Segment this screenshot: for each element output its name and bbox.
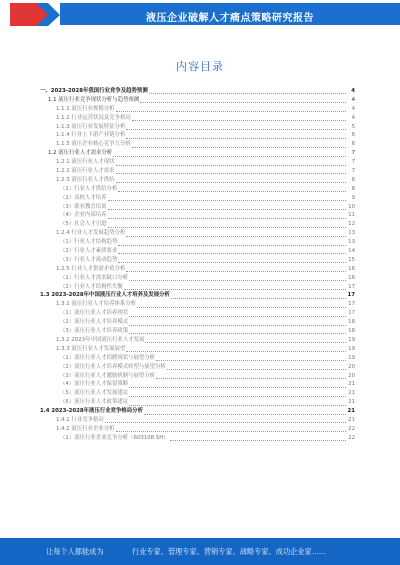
toc-entry[interactable] [40, 354, 355, 363]
toc-entry[interactable] [40, 203, 355, 212]
toc-entry[interactable] [40, 211, 355, 220]
toc-entry[interactable] [40, 185, 355, 194]
toc-entry-page: 4 [351, 96, 355, 103]
toc-dot-leader [126, 266, 346, 272]
toc-entry-page: 6 [351, 132, 355, 139]
toc-entry[interactable] [40, 283, 355, 292]
toc-dot-leader [118, 257, 346, 263]
toc-entry-page: 12 [348, 221, 355, 228]
toc-entry-page: 13 [348, 239, 355, 246]
footer-text: 让每个人都能成为 [46, 547, 104, 556]
toc-entry-text: （1）行业人才结构趋势 [60, 239, 118, 246]
toc-entry-text: 1.3.3 液压行业人才发展展望 [56, 345, 126, 352]
toc-entry[interactable] [40, 158, 355, 167]
toc-entry[interactable] [40, 265, 355, 274]
toc-dot-leader [170, 435, 346, 441]
toc-entry-page: 7 [351, 159, 355, 166]
toc-entry[interactable] [40, 318, 355, 327]
toc-entry-text: 1.1.5 液压企业核心竞争力分析 [56, 141, 131, 148]
toc-entry-page: 7 [351, 150, 355, 157]
toc-dot-leader [108, 213, 346, 219]
toc-dot-leader [126, 231, 346, 237]
toc-dot-leader [129, 275, 346, 281]
toc-dot-leader [116, 168, 346, 174]
toc-entry-page: 15 [348, 256, 355, 263]
toc-dot-leader [144, 409, 346, 415]
toc-entry-text: 1.3.1 液压行业人才培养体系分析 [56, 301, 137, 308]
toc-entry[interactable] [40, 291, 355, 300]
toc-entry-page: 8 [351, 176, 355, 183]
toc-entry[interactable] [40, 327, 355, 336]
toc-entry[interactable] [40, 194, 355, 203]
toc-entry-page: 10 [348, 203, 355, 210]
toc-entry[interactable] [40, 149, 355, 158]
toc-entry-page: 19 [348, 354, 355, 361]
toc-dot-leader [129, 328, 346, 334]
toc-dot-leader [113, 151, 346, 157]
toc-entry-text: （1）液压行业企业竞争分析（603108.SH） [60, 434, 169, 441]
toc-entry-page: 21 [348, 381, 355, 388]
toc-entry-page: 18 [348, 319, 355, 326]
toc-entry-page: 21 [348, 399, 355, 406]
toc-dot-leader [126, 346, 346, 352]
toc-dot-leader [116, 177, 346, 183]
toc-dot-leader [126, 124, 346, 130]
toc-dot-leader [124, 284, 346, 290]
toc-entry-page: 21 [347, 408, 355, 415]
toc-entry-page: 19 [348, 336, 355, 343]
page-header [0, 0, 400, 30]
report-title: 液压企业破解人才痛点策略研究报告 [146, 13, 314, 24]
toc-entry-text: （2）液压行业人才培养模式转型与展望分析 [60, 363, 166, 370]
toc-entry[interactable] [40, 336, 355, 345]
toc-entry-page: 5 [351, 123, 355, 130]
toc-dot-leader [156, 355, 346, 361]
toc-entry-page: 11 [348, 212, 355, 219]
toc-entry[interactable] [40, 398, 355, 407]
toc-dot-leader [149, 88, 346, 94]
toc-entry-text: 1.4 2023-2028年液压行业竞争格局分析 [40, 408, 143, 415]
toc-entry-text: 1.1.3 液压行业发展特征分析 [56, 123, 126, 130]
toc-entry[interactable] [40, 274, 355, 283]
toc-dot-leader [118, 248, 346, 254]
toc-dot-leader [129, 400, 346, 406]
toc-entry[interactable] [40, 131, 355, 140]
toc-entry-text: （3）行业人才流动趋势 [60, 256, 118, 263]
toc-dot-leader [105, 417, 346, 423]
toc-entry[interactable] [40, 87, 355, 96]
toc-dot-leader [137, 302, 346, 308]
toc-entry-text: （6）液压行业人才政策建议 [60, 399, 129, 406]
toc-entry-text: （2）液压行业人才培养模式 [60, 319, 129, 326]
toc-entry-text: （2）行业人才结构性失衡 [60, 283, 123, 290]
toc-dot-leader [129, 382, 346, 388]
toc-entry-page: 9 [351, 194, 355, 201]
toc-dot-leader [108, 204, 346, 210]
toc-entry[interactable] [40, 140, 355, 149]
toc-entry[interactable] [40, 256, 355, 265]
toc-entry-page: 6 [351, 141, 355, 148]
toc-entry-text: （2）高校人才培养 [60, 194, 107, 201]
toc-entry-text: 1.2.3 液压行业人才供给 [56, 176, 115, 183]
toc-dot-leader [132, 142, 346, 148]
toc-entry[interactable] [40, 229, 355, 238]
toc-entry-page: 4 [351, 88, 355, 94]
toc-entry-page: 4 [351, 105, 355, 112]
toc-entry-page: 16 [348, 265, 355, 272]
toc-entry-page: 17 [348, 310, 355, 317]
toc-entry-page: 20 [348, 363, 355, 370]
toc-dot-leader [132, 115, 346, 121]
toc-entry-page: 17 [348, 301, 355, 308]
toc-entry-text: 1.4.1 行业竞争格局 [56, 416, 104, 423]
toc-entry-page: 18 [348, 328, 355, 335]
toc-entry-text: 1.4.2 液压行业企业分析 [56, 425, 115, 432]
toc-entry[interactable] [40, 220, 355, 229]
toc-entry[interactable] [40, 105, 355, 114]
toc-entry-text: （3）液压行业人才激励机制与展望分析 [60, 372, 156, 379]
toc-entry[interactable] [40, 114, 355, 123]
toc-dot-leader [118, 240, 346, 246]
toc-entry-page: 19 [348, 345, 355, 352]
toc-dot-leader [171, 293, 346, 299]
toc-entry[interactable] [40, 434, 355, 443]
toc-entry-text: 1.1.1 液压行业规模分析 [56, 105, 115, 112]
toc-dot-leader [145, 337, 346, 343]
toc-entry[interactable] [40, 96, 355, 105]
toc-entry-text: （1）行业人才供给分析 [60, 185, 118, 192]
toc-entry-text: （2）行业人才素质要求 [60, 248, 118, 255]
toc-entry-page: 22 [348, 434, 355, 441]
toc-dot-leader [118, 186, 346, 192]
toc-entry[interactable] [40, 425, 355, 434]
toc-entry-page: 17 [347, 292, 355, 299]
toc-entry-page: 16 [348, 274, 355, 281]
toc-entry[interactable] [40, 309, 355, 318]
toc-title: 内容目录 [176, 60, 224, 73]
toc-dot-leader [108, 195, 346, 201]
header-band [60, 3, 400, 25]
toc-entry-text: （1）行业人才需求缺口分析 [60, 274, 129, 281]
toc-entry-page: 21 [348, 390, 355, 397]
toc-entry[interactable] [40, 407, 355, 416]
toc-dot-leader [116, 426, 346, 432]
toc-entry-page: 4 [351, 114, 355, 121]
toc-entry-text: （1）液压行业人才招聘现状与展望分析 [60, 354, 156, 361]
toc-entry-text: 1.2.4 行业人才发展趋势分析 [56, 230, 126, 237]
toc-entry-text: （4）企业内部培养 [60, 212, 107, 219]
header-logo-shape-icon [0, 0, 62, 30]
toc-entry-text: 1.1 液压行业竞争现状分析与趋势预测 [48, 96, 140, 103]
toc-dot-leader [129, 391, 346, 397]
toc-entry[interactable] [40, 247, 355, 256]
toc-entry[interactable] [40, 380, 355, 389]
toc-entry-text: （5）液压行业人才发展建议 [60, 390, 129, 397]
toc-entry-page: 21 [348, 416, 355, 423]
toc-entry[interactable] [40, 167, 355, 176]
toc-dot-leader [116, 106, 346, 112]
toc-entry-page: 7 [351, 168, 355, 175]
toc-entry-text: 1.1.4 行业上下游产业链分析 [56, 132, 126, 139]
toc-entry-text: 1.2.5 行业人才供需矛盾分析 [56, 265, 126, 272]
toc-entry[interactable] [40, 372, 355, 381]
toc-entry-text: 1.3 2023-2028年中国液压行业人才培养及发展分析 [40, 292, 170, 299]
toc-entry[interactable] [40, 300, 355, 309]
toc-entry-text: （1）液压行业人才培养现状 [60, 310, 129, 317]
toc-entry[interactable] [40, 176, 355, 185]
toc-entry-text: 1.2.1 液压行业人才现状 [56, 159, 115, 166]
toc-entry[interactable] [40, 363, 355, 372]
toc-entry[interactable] [40, 416, 355, 425]
toc-entry-text: 1.1.2 行业运营状况及竞争格局 [56, 114, 131, 121]
toc-entry[interactable] [40, 238, 355, 247]
toc-entry[interactable] [40, 389, 355, 398]
toc-entry-text: （5）社会人才引进 [60, 221, 107, 228]
toc-entry-page: 22 [348, 425, 355, 432]
toc-entry-page: 20 [348, 372, 355, 379]
toc-entry-text: 1.2 液压行业人才需求分析 [48, 150, 113, 157]
toc-dot-leader [140, 97, 346, 103]
toc-dot-leader [156, 373, 346, 379]
toc-entry-page: 8 [351, 185, 355, 192]
toc-entry-text: （4）液压行业人才保留策略 [60, 381, 129, 388]
toc-dot-leader [108, 222, 346, 228]
table-of-contents [40, 87, 355, 443]
toc-entry-text: 一、2023-2028年我国行业竞争及趋势预测 [40, 88, 148, 94]
toc-entry-text: 1.2.2 液压行业人才需求 [56, 168, 115, 175]
toc-dot-leader [126, 133, 346, 139]
toc-entry-page: 17 [348, 283, 355, 290]
toc-dot-leader [116, 160, 346, 166]
toc-dot-leader [167, 364, 346, 370]
footer-slogan: 行业专家、管理专家、营销专家、战略专家、成功企业家…… [132, 547, 327, 556]
toc-entry-text: （3）液压行业人才培养政策 [60, 328, 129, 335]
toc-entry-page: 13 [348, 230, 355, 237]
toc-entry[interactable] [40, 123, 355, 132]
toc-entry-page: 14 [348, 248, 355, 255]
toc-entry[interactable] [40, 345, 355, 354]
toc-entry-text: （3）职业教育培训 [60, 203, 107, 210]
toc-dot-leader [129, 311, 346, 317]
page-footer [0, 538, 400, 565]
toc-entry-text: 1.3.2 2023年中国液压行业人才发展 [56, 336, 145, 343]
toc-dot-leader [129, 320, 346, 326]
